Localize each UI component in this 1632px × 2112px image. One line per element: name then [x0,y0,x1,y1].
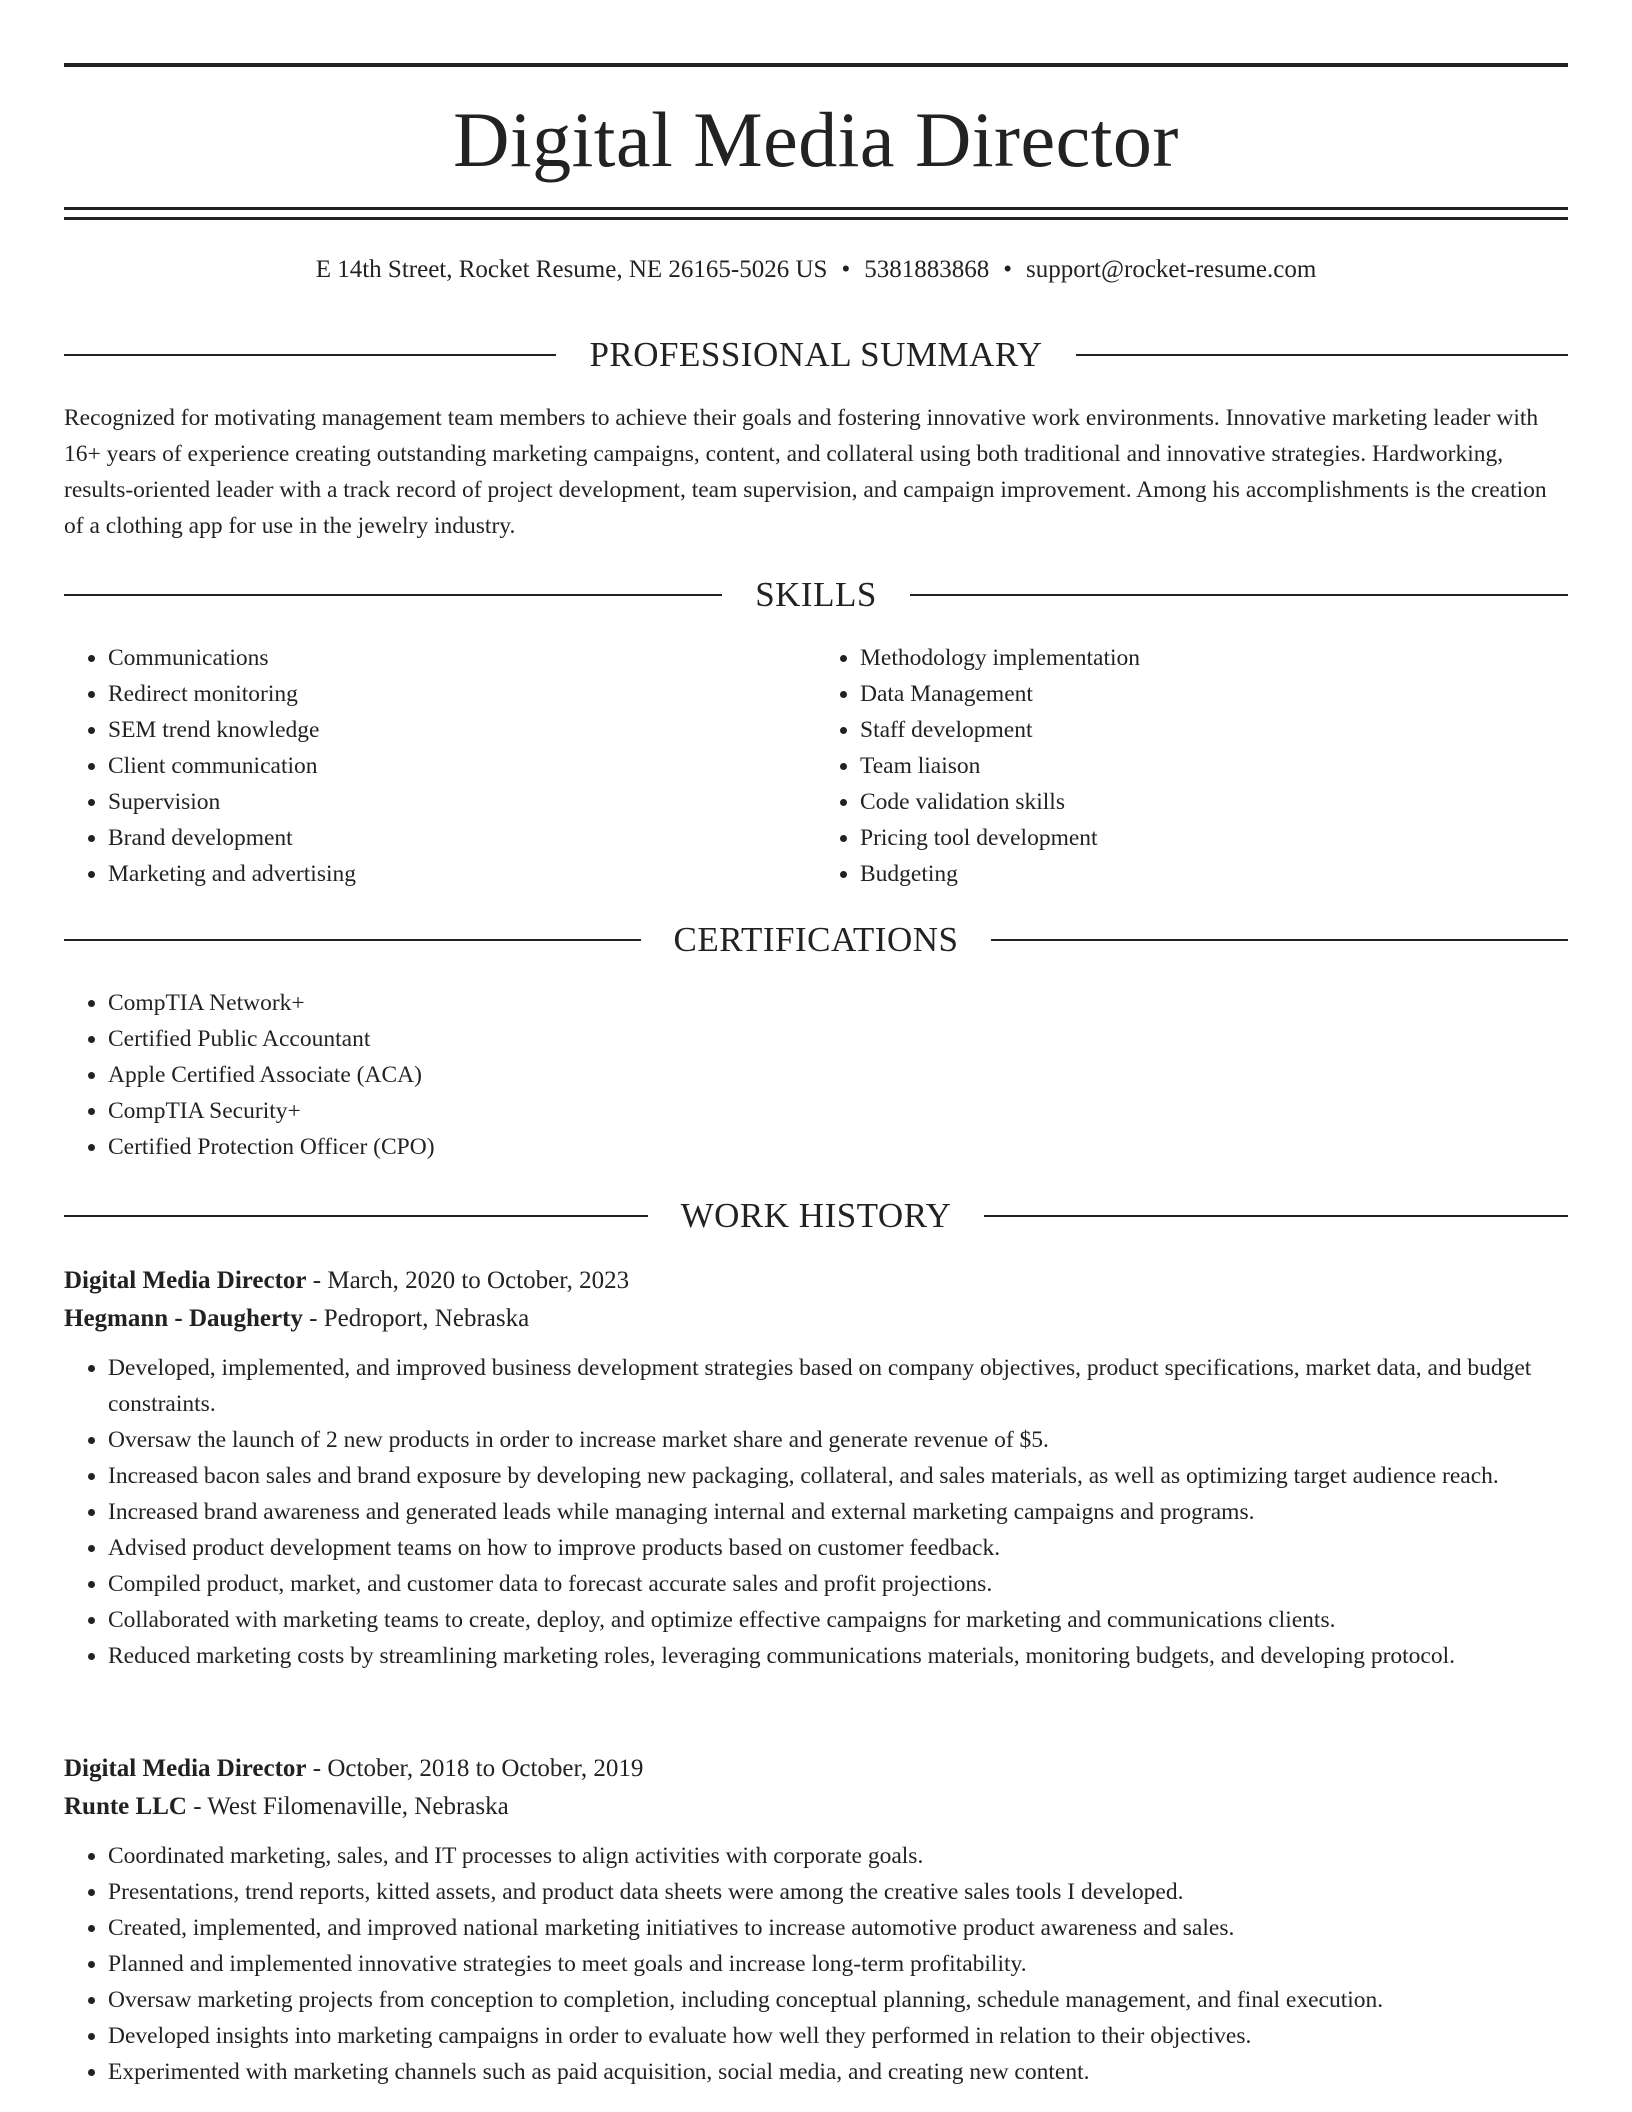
contact-email: support@rocket-resume.com [1025,256,1317,283]
summary-paragraph: Recognized for motivating management team members to achieve their goals and fostering innovative work environments. Innovative marketing leader with 16+ years of experience creating outstanding marketing campaigns, content, and collateral using both traditional and innovative strategies. Hardworking, results-oriented leader with a track record of project development, team supervision, and campaign improvement. Among his accomplishments is the creation of a clothing app for use in the jewelry industry. [64,405,1547,539]
job-dates: - October, 2018 to October, 2019 [306,1755,644,1782]
skill-item: • Pricing tool development [860,820,1568,856]
section-heading-certifications [64,918,1568,962]
skill-item: • Code validation skills [860,784,1568,820]
contact-line [64,254,1568,286]
heading-rule [1076,354,1568,356]
certification-item: • Certified Public Accountant [108,1021,1568,1057]
skill-item: • Methodology implementation [860,640,1568,676]
certification-item: • Apple Certified Associate (ACA) [108,1057,1568,1093]
job-bullet: • Oversaw marketing projects from conception to completion, including conceptual planning, schedule management, and final execution. [108,1982,1568,2018]
job-company-line [64,1300,1568,1338]
section-title: SKILLS [755,575,877,614]
contact-address: E 14th Street, Rocket Resume, NE 26165-5026 US [315,256,828,283]
skill-item: • Communications [108,640,816,676]
job-bullet: • Collaborated with marketing teams to create, deploy, and optimize effective campaigns for marketing and communications clients. [108,1602,1568,1638]
job-bullet: • Increased brand awareness and generated leads while managing internal and external marketing campaigns and programs. [108,1494,1568,1530]
job-company: Runte LLC [64,1793,187,1820]
name-double-rule [64,207,1568,220]
certification-item: • CompTIA Network+ [108,985,1568,1021]
job-bullet: • Coordinated marketing, sales, and IT processes to align activities with corporate goals. [108,1838,1568,1874]
job-company-line [64,1788,1568,1826]
job-bullet: • Increased bacon sales and brand exposure by developing new packaging, collateral, and sales materials, as well as optimizing target audience reach. [108,1458,1568,1494]
certifications-list [64,985,1568,1165]
job-dates: - March, 2020 to October, 2023 [306,1267,630,1294]
job-location: - Pedroport, Nebraska [302,1305,530,1332]
skill-item: • Data Management [860,676,1568,712]
job-bullet: • Planned and implemented innovative strategies to meet goals and increase long-term profitability. [108,1946,1568,1982]
skills-list [64,640,1568,892]
job-bullet-list [64,1350,1568,1674]
job-bullet: • Reduced marketing costs by streamlining marketing roles, leveraging communications materials, monitoring budgets, and developing protocol. [108,1638,1568,1674]
resume-name: Digital Media Director [453,96,1179,183]
job-bullet: • Experimented with marketing channels such as paid acquisition, social media, and creating new content. [108,2054,1568,2090]
heading-rule [64,354,556,356]
contact-phone: 5381883868 [864,256,990,283]
skill-item: • Marketing and advertising [108,856,816,892]
skill-item: • Staff development [860,712,1568,748]
heading-rule [991,939,1568,941]
certification-item: • CompTIA Security+ [108,1093,1568,1129]
job-bullet: • Presentations, trend reports, kitted assets, and product data sheets were among the creative sales tools I developed. [108,1874,1568,1910]
heading-rule [910,594,1568,596]
top-rule [64,63,1568,67]
skill-item: • Client communication [108,748,816,784]
skills-column-right [816,640,1568,892]
heading-rule [984,1215,1568,1217]
section-title: CERTIFICATIONS [673,920,959,959]
heading-rule [64,939,641,941]
contact-separator: • [841,256,851,283]
job-bullet: • Developed, implemented, and improved business development strategies based on company objectives, product specifications, market data, and budget constraints. [108,1350,1568,1422]
section-heading-summary [64,333,1568,377]
job-entry-2 [64,1750,1568,2090]
job-entry-1 [64,1262,1568,1674]
skill-item: • Budgeting [860,856,1568,892]
skill-item: • Team liaison [860,748,1568,784]
certification-item: • Certified Protection Officer (CPO) [108,1129,1568,1165]
job-bullet: • Advised product development teams on how to improve products based on customer feedback. [108,1530,1568,1566]
heading-rule [64,594,722,596]
job-title: Digital Media Director [64,1755,307,1782]
job-bullet: • Compiled product, market, and customer data to forecast accurate sales and profit projections. [108,1566,1568,1602]
skill-item: • SEM trend knowledge [108,712,816,748]
job-bullet: • Developed insights into marketing campaigns in order to evaluate how well they performed in relation to their objectives. [108,2018,1568,2054]
job-bullet-list [64,1838,1568,2090]
section-title: PROFESSIONAL SUMMARY [589,335,1043,374]
section-heading-skills [64,573,1568,617]
job-bullet: • Created, implemented, and improved national marketing initiatives to increase automotive product awareness and sales. [108,1910,1568,1946]
section-heading-work-history [64,1194,1568,1238]
skill-item: • Brand development [108,820,816,856]
job-title-line [64,1262,1568,1300]
job-title: Digital Media Director [64,1267,307,1294]
skills-column-left [64,640,816,892]
job-title-line [64,1750,1568,1788]
job-company: Hegmann - Daugherty [64,1305,303,1332]
job-location: - West Filomenaville, Nebraska [186,1793,509,1820]
contact-separator: • [1003,256,1012,283]
job-bullet: • Oversaw the launch of 2 new products in order to increase market share and generate revenue of $5. [108,1422,1568,1458]
skill-item: • Supervision [108,784,816,820]
heading-rule [64,1215,648,1217]
section-title: WORK HISTORY [680,1196,952,1235]
skill-item: • Redirect monitoring [108,676,816,712]
